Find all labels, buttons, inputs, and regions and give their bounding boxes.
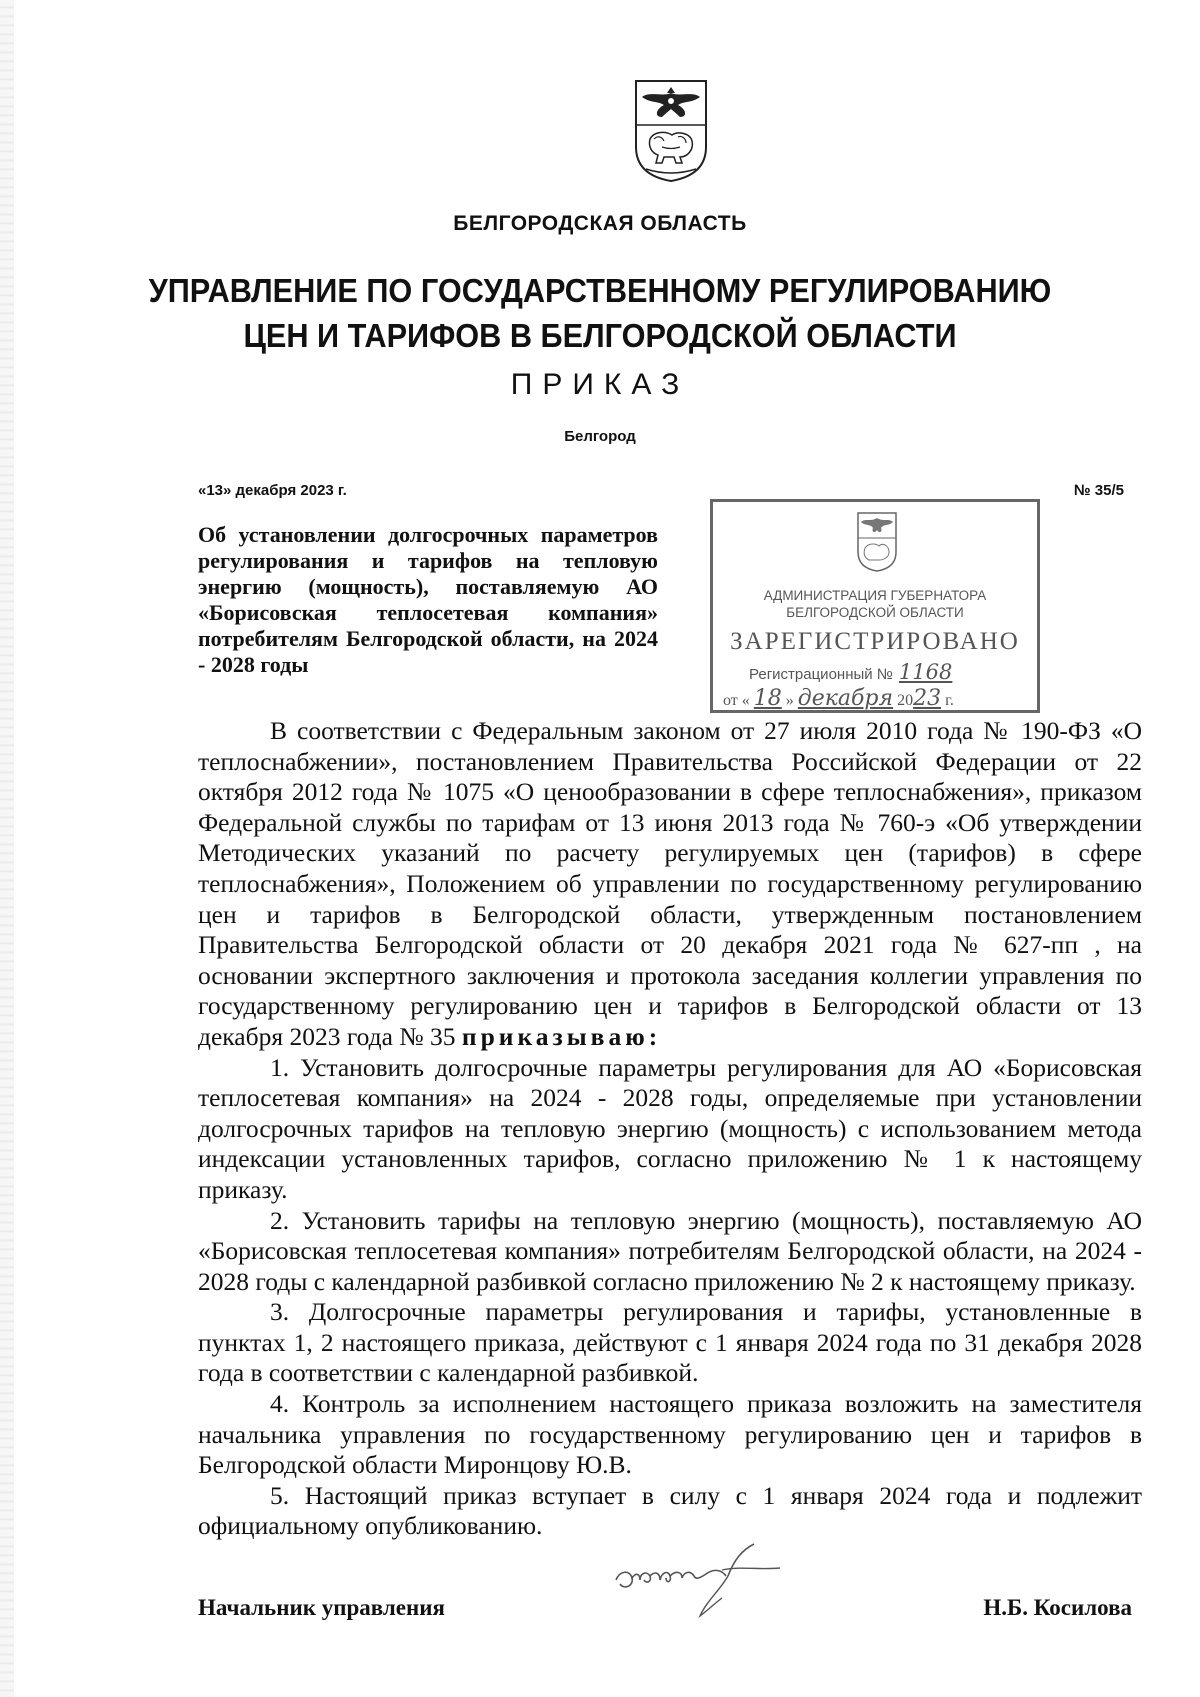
stamp-date-year-suffix: 23 [913, 686, 942, 711]
order-item-2: 2. Установить тарифы на тепловую энергию (мощность), поставляемую АО «Борисовская теплосетевая компания» потребителям Белгородской области, на 2024 - 2028 годы с календарной разбивкой согласно приложению № 2 к настоящему приказу. [198, 1205, 1142, 1296]
handwritten-signature [610, 1540, 810, 1630]
order-subject: Об установлении долгосрочных параметров регулирования и тарифов на тепловую энергию (мощность), поставляемую АО «Борисовская теплосетевая компания» потребителям Белгородской области, на 2024 - 2028 годы [198, 522, 658, 677]
stamp-organization-line1: АДМИНИСТРАЦИЯ ГУБЕРНАТОРА [763, 588, 987, 603]
city: Белгород [564, 428, 636, 445]
order-word: приказываю: [461, 1021, 662, 1051]
stamp-emblem-icon [855, 510, 899, 574]
order-item-1: 1. Установить долгосрочные параметры регулирования для АО «Борисовская теплосетевая компания» на 2024 - 2028 годы, определяемые при установлении долгосрочных тарифов на тепловую энергию (мощность) с использованием метода индексации установленных тарифов, согласно приложению № 1 к настоящему приказу. [198, 1052, 1142, 1204]
coat-of-arms-emblem [632, 77, 710, 185]
agency-name-line2: ЦЕН И ТАРИФОВ В БЕЛГОРОДСКОЙ ОБЛАСТИ [243, 317, 957, 354]
order-item-5: 5. Настоящий приказ вступает в силу с 1 января 2024 года и подлежит официальному опубликованию. [198, 1480, 1142, 1541]
agency-name-line1: УПРАВЛЕНИЕ ПО ГОСУДАРСТВЕННОМУ РЕГУЛИРОВАНИЮ [148, 272, 1052, 309]
stamp-date-prefix: от « [723, 692, 750, 709]
stamp-date-end: г. [945, 692, 954, 709]
scan-edge [0, 0, 14, 1697]
registration-stamp [710, 499, 1040, 713]
stamp-reg-label: Регистрационный № [749, 666, 893, 683]
signatory-title: Начальник управления [198, 1595, 445, 1620]
stamp-registered: ЗАРЕГИСТРИРОВАНО [730, 628, 1020, 655]
stamp-date-mid: » [785, 692, 794, 709]
preamble-text: В соответствии с Федеральным законом от 27 июля 2010 года № 190-ФЗ «О теплоснабжении», постановлением Правительства Российской Федерации от 22 октября 2012 года № 1075 «О ценообразовании в сфере теплоснабжения», приказом Федеральной службы по тарифам от 13 июня 2013 года № 760-э «Об утверждении Методических указаний по расчету регулируемых цен (тарифов) в сфере теплоснабжения», Положением об управлении по государственному регулированию цен и тарифов в Белгородской области, утвержденным постановлением Правительства Белгородской области от 20 декабря 2021 года № 627-пп , на основании экспертного заключения и протокола заседания коллегии управления по государственному регулированию цен и тарифов в Белгородской области от 13 декабря 2023 года № 35 [198, 716, 1142, 1051]
preamble-paragraph [198, 716, 1142, 1053]
stamp-registration-date [723, 686, 954, 711]
order-item-4: 4. Контроль за исполнением настоящего приказа возложить на заместителя начальника управления по государственному регулированию цен и тарифов в Белгородской области Миронцову Ю.В. [198, 1389, 1142, 1480]
stamp-organization [713, 587, 1037, 621]
order-item-3: 3. Долгосрочные параметры регулирования и тарифы, установленные в пунктах 1, 2 настоящего приказа, действуют с 1 января 2024 года по 31 декабря 2028 года в соответствии с календарной разбивкой. [198, 1297, 1142, 1388]
signatory-name: Н.Б. Косилова [983, 1595, 1132, 1620]
stamp-date-year-prefix: 20 [897, 692, 914, 709]
order-body [198, 716, 1142, 1542]
stamp-registration-number [749, 660, 952, 684]
stamp-organization-line2: БЕЛГОРОДСКОЙ ОБЛАСТИ [786, 605, 964, 620]
order-date: «13» декабря 2023 г. [198, 482, 347, 499]
stamp-reg-number: 1168 [898, 660, 953, 684]
stamp-date-day: 18 [753, 686, 782, 711]
document-type: ПРИКАЗ [510, 368, 690, 401]
agency-name [42, 268, 1158, 358]
order-number: № 35/5 [1073, 482, 1124, 499]
region-name: БЕЛГОРОДСКАЯ ОБЛАСТЬ [453, 212, 747, 235]
stamp-date-month: декабря [797, 686, 894, 711]
